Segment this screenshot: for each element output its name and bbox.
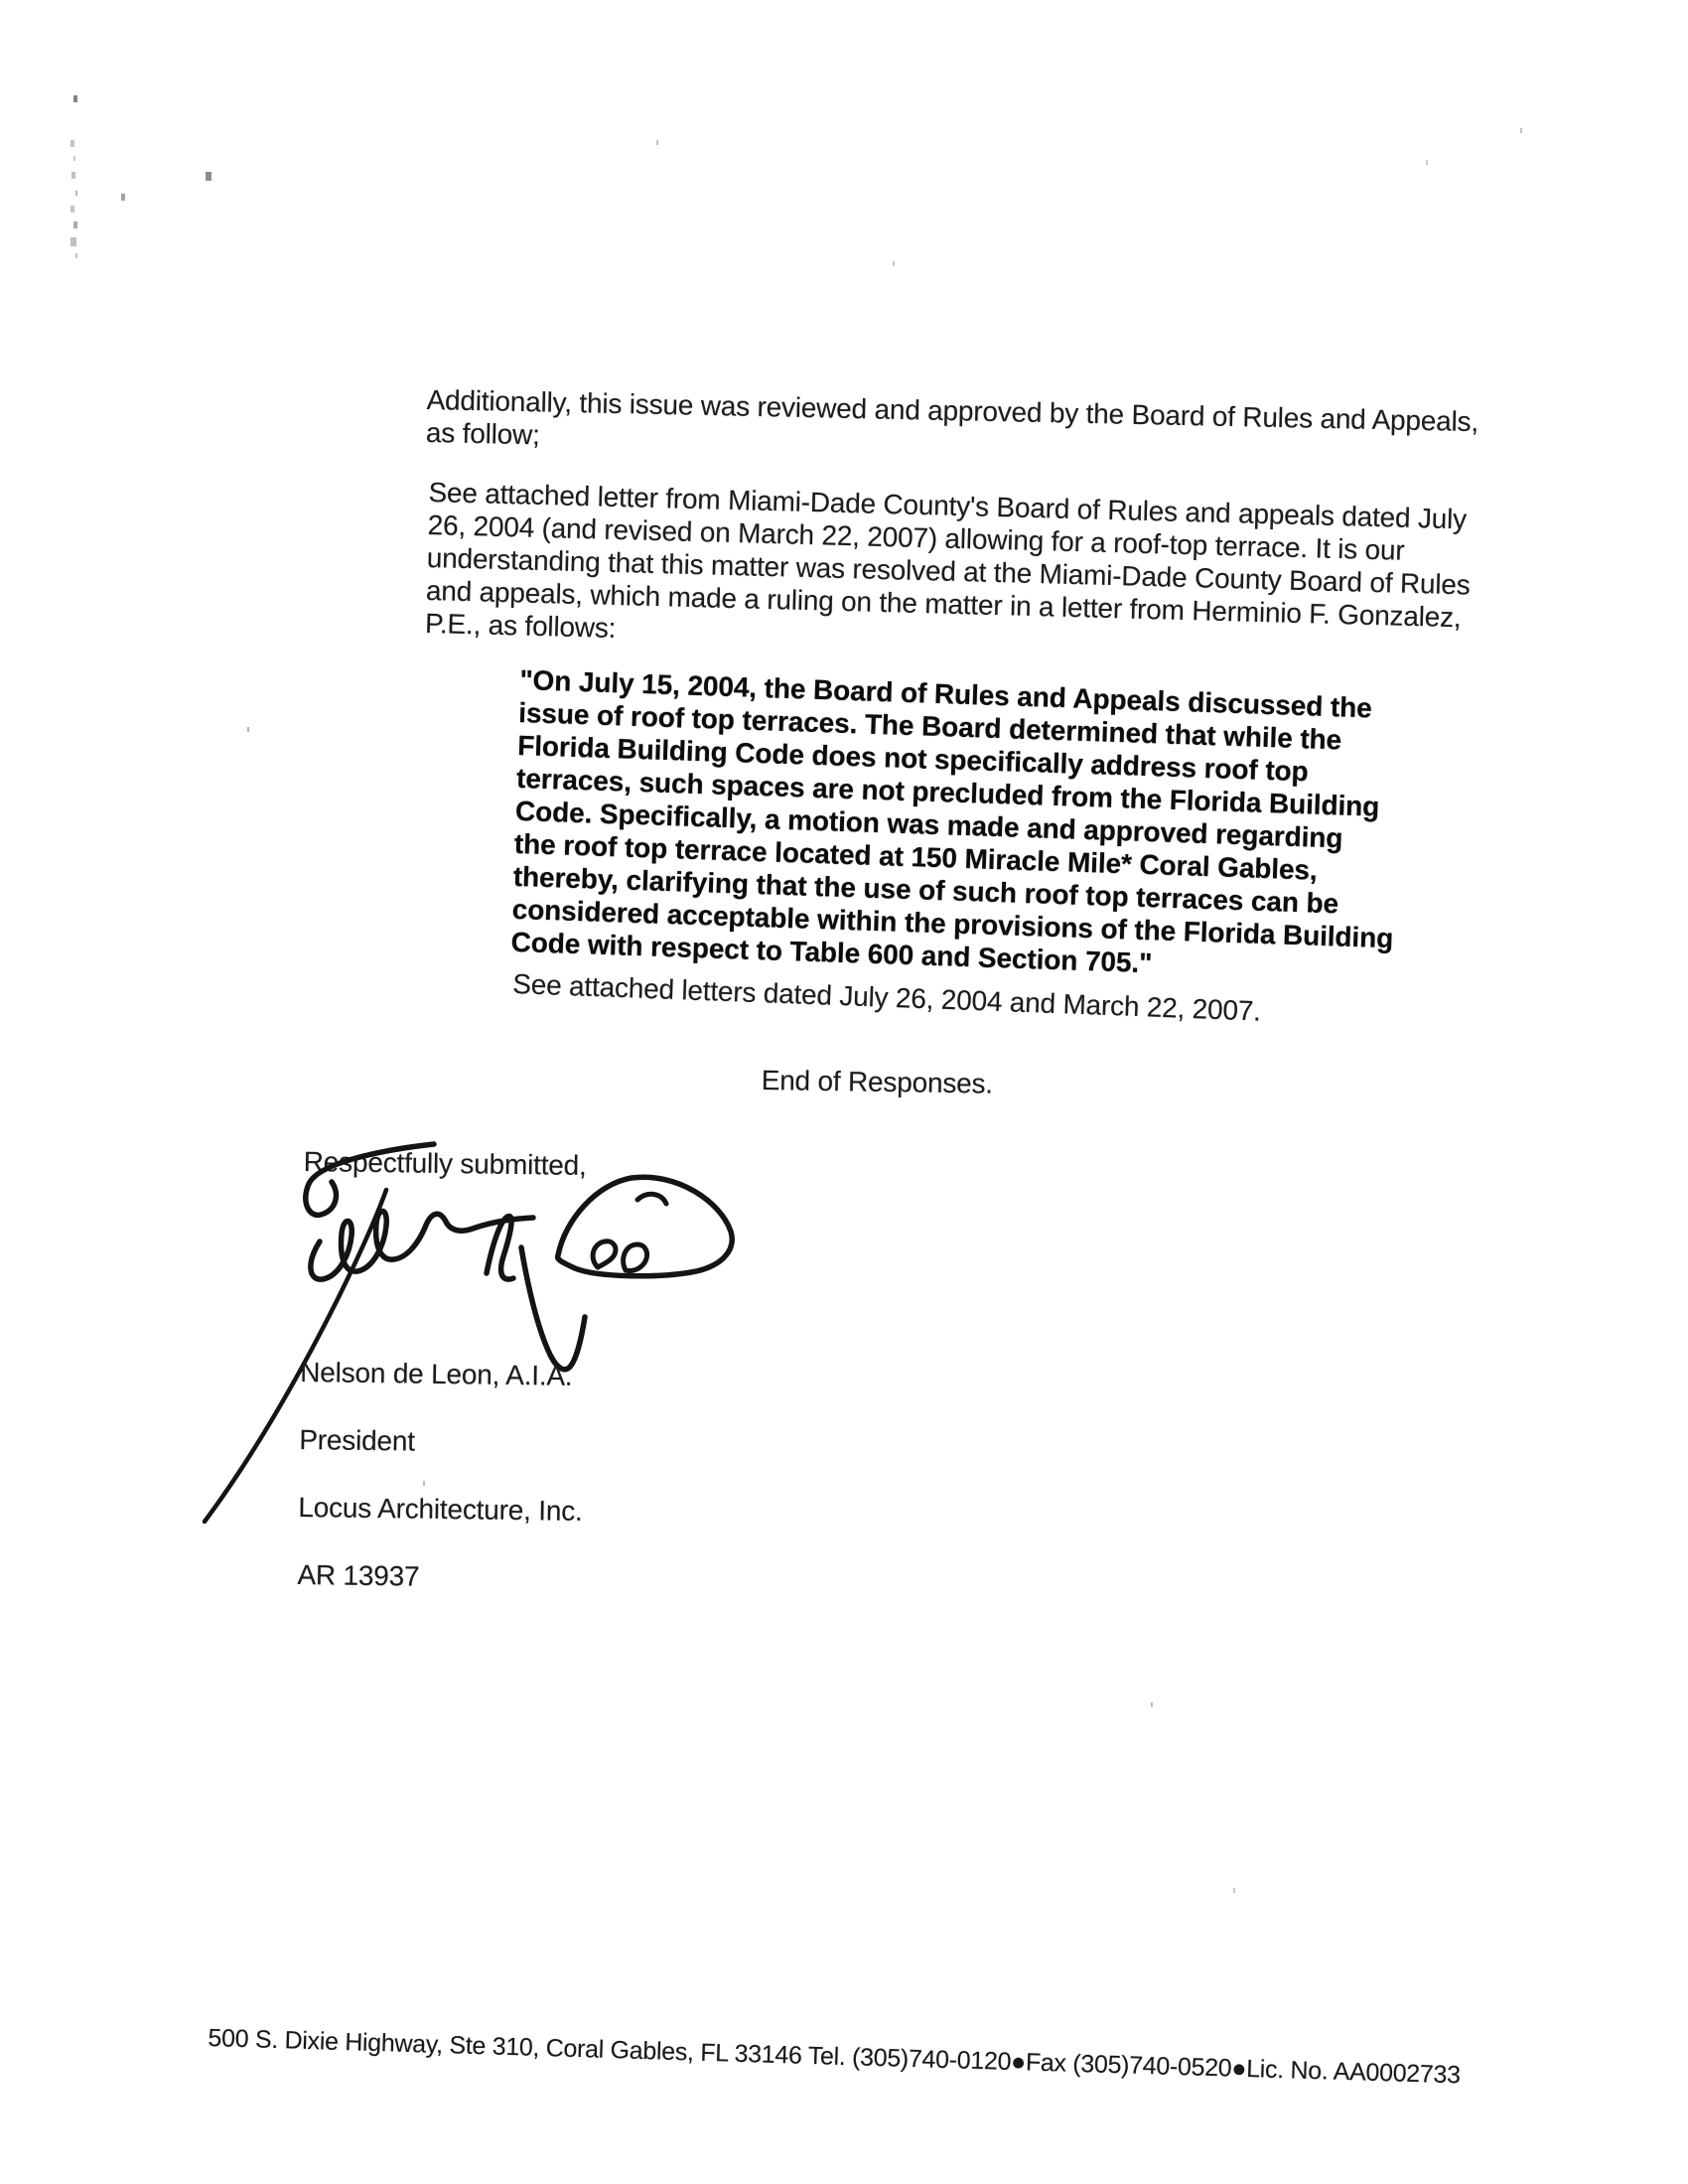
signer-name: Nelson de Leon, A.I.A.	[300, 1356, 573, 1391]
photocopy-noise-specks	[0, 0, 4, 7]
signature-block	[297, 1322, 585, 1630]
signer-title: President	[299, 1423, 416, 1457]
see-attached-letters-line: See attached letters dated July 26, 2004 and March 22, 2007.	[511, 967, 1262, 1027]
signature-inner-hook	[637, 1194, 666, 1204]
paragraph-attachment-reference: See attached letter from Miami-Dade County's Board of Rules and appeals dated July 26, 2004 (and revised on March 22, 2007) allowing for a roof-top terrace. It is our understanding that this matter was resolved at the Miami-Dade County Board of Rules and appeals, which made a ruling on the matter in a letter from Herminio F. Gonzalez, P.E., as follows:	[424, 476, 1471, 644]
signature-flourish-loop	[306, 1144, 434, 1215]
signer-license: AR 13937	[297, 1558, 420, 1592]
footer-address-line: 500 S. Dixie Highway, Ste 310, Coral Gables, FL 33146 Tel. (305)740-0120●Fax (305)740-0520●Lic. No. AA0002733	[208, 2023, 1462, 2090]
paragraph-intro: Additionally, this issue was reviewed and approved by the Board of Rules and Appeals, as follow;	[425, 383, 1479, 451]
signer-company: Locus Architecture, Inc.	[298, 1491, 583, 1527]
closing-salutation: Respectfully submitted,	[303, 1145, 587, 1181]
signature-inner-curl-left	[593, 1241, 616, 1267]
board-ruling-blockquote: "On July 15, 2004, the Board of Rules and Appeals discussed the issue of roof top terraces. The Board determined that while the Florida Building Code does not specifically address roof top terraces, such spaces are not precluded from the Florida Building Code. Specifically, a motion was made and approved regarding the roof top terrace located at 150 Miracle Mile* Coral Gables, thereby, clarifying that the use of such roof top terraces can be considered acceptable within the provisions of the Florida Building Code with respect to Table 600 and Section 705."	[510, 663, 1394, 979]
end-of-responses-line: End of Responses.	[761, 1064, 994, 1099]
signature-inner-curl-right	[624, 1244, 647, 1270]
